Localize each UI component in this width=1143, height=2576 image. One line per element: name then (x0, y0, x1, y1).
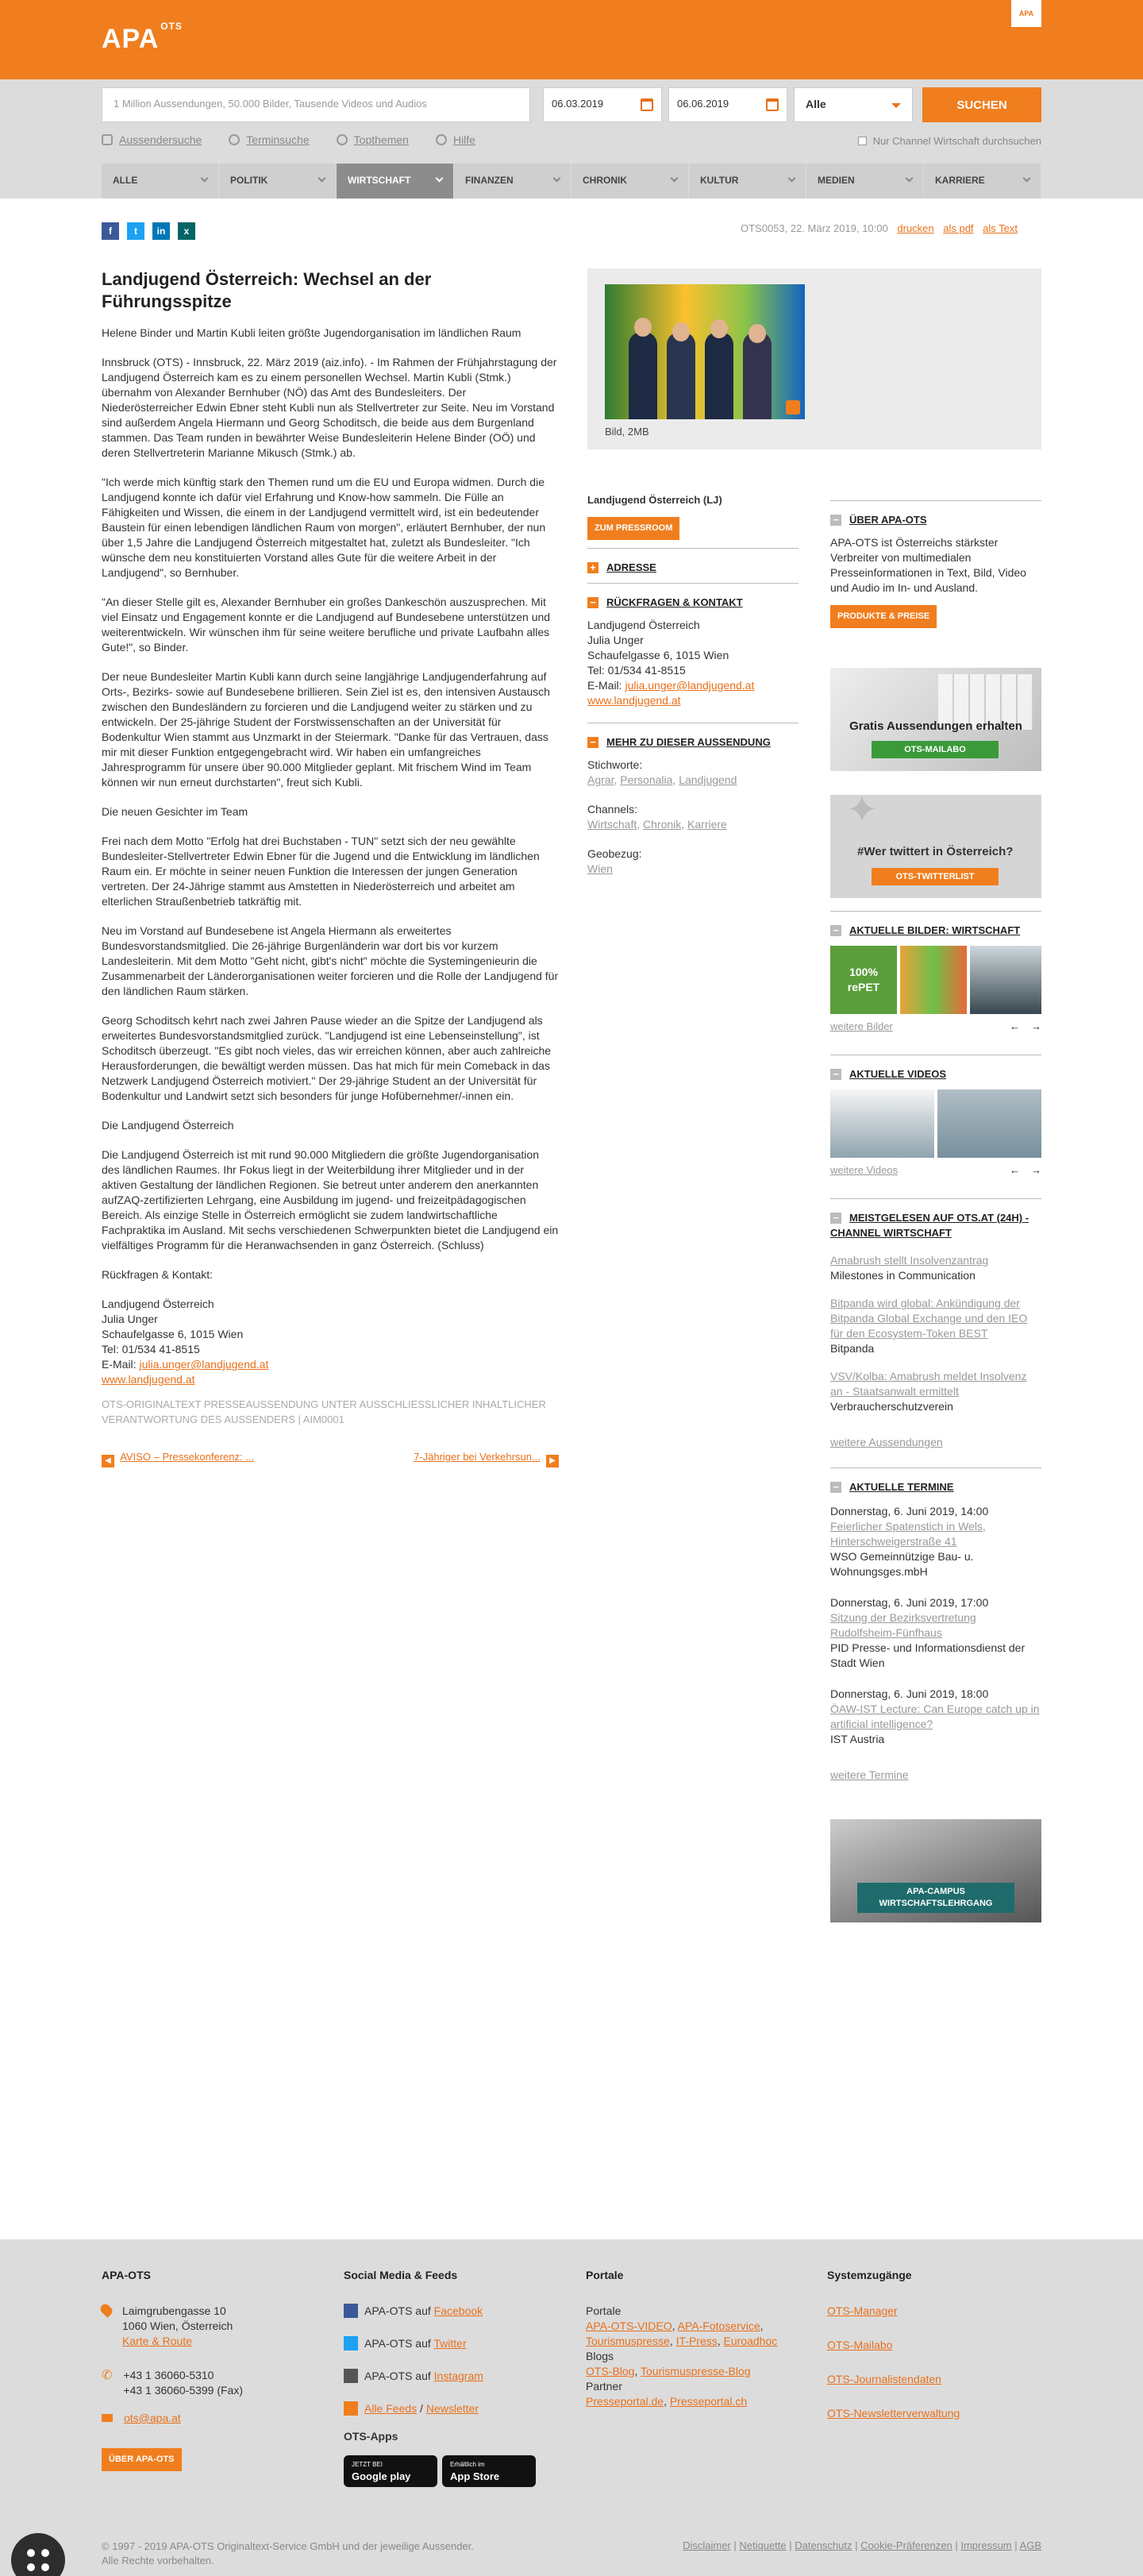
footer-email-link[interactable]: ots@apa.at (124, 2412, 181, 2424)
instagram-icon[interactable] (344, 2369, 358, 2383)
prev-next-nav (102, 1449, 559, 1467)
phone-icon: ✆ (102, 2369, 113, 2382)
nav-chronik[interactable]: CHRONIK (572, 164, 689, 199)
system-link[interactable]: OTS-Journalistendaten (827, 2373, 941, 2385)
keyword-link[interactable]: Agrar (587, 773, 614, 786)
sender-name: Landjugend Österreich (LJ) (587, 494, 722, 506)
system-link[interactable]: OTS-Manager (827, 2304, 898, 2317)
partner-link[interactable]: Presseportal.ch (669, 2395, 748, 2408)
contact-line: Landjugend Österreich (587, 619, 700, 631)
fax-number: +43 1 36060-5399 (Fax) (123, 2384, 244, 2397)
more-details: Stichworte: Agrar, Personalia, Landjugend Channels: Wirtschaft, Chronik, Karriere Geobezug: Wien (587, 758, 799, 877)
mostread-source: Bitpanda (830, 1342, 875, 1355)
main-nav (102, 164, 1041, 199)
share-bar (102, 222, 195, 240)
mostread-toggle[interactable]: − MEISTGELESEN AUF OTS.AT (24H) - CHANNEL WIRTSCHAFT (830, 1212, 1029, 1239)
about-toggle[interactable]: − ÜBER APA-OTS (830, 512, 1041, 527)
about-text: APA-OTS ist Österreichs stärkster Verbreiter von multimedialen Presseinformationen in Text, Bild, Video und Audio im In- und Ausland. (830, 536, 1026, 594)
ots-id-date: OTS0053, 22. März 2019, 10:00 (741, 222, 888, 234)
more-events-link[interactable]: weitere Termine (830, 1768, 909, 1781)
channel-link[interactable]: Karriere (687, 818, 727, 831)
article-paragraph: "An dieser Stelle gilt es, Alexander Bernhuber ein großes Dankeschön auszusprechen. Mit viel Einsatz und Engagement konnte er die Landjugend auf Bundesebene unterstützen und weiterentwickeln. Wir wünschen ihm für seine weitere berufliche und private Laufbahn alles Gute!", so Binder. (102, 596, 551, 654)
channel-checkbox[interactable]: Nur Channel Wirtschaft durchsuchen (858, 135, 1041, 147)
article (102, 268, 559, 1467)
contact-line: Tel: 01/534 41-8515 (102, 1343, 200, 1355)
nav-kultur[interactable]: KULTUR (689, 164, 806, 199)
xing-icon[interactable]: x (178, 222, 195, 240)
contact-line: Schaufelgasse 6, 1015 Wien (102, 1328, 244, 1340)
apa-ots-logo[interactable]: APA $^{OTS}$ (102, 21, 183, 54)
mostread-list (830, 1253, 1041, 1450)
app-store-badge[interactable]: Erhältlich im App Store (442, 2455, 536, 2487)
contact-line: Schaufelgasse 6, 1015 Wien (587, 649, 729, 661)
footer-system (827, 2268, 1041, 2421)
footer-heading: Portale (586, 2269, 624, 2281)
footer-heading: Systemzugänge (827, 2269, 912, 2281)
footer-apa-ots (102, 2268, 316, 2471)
apps-heading: OTS-Apps (344, 2430, 398, 2443)
nav-karriere[interactable]: KARRIERE (924, 164, 1041, 199)
chevron-down-icon (891, 103, 901, 113)
event-link[interactable]: Feierlicher Spatenstich in Wels, Hinterschweigerstraße 41 (830, 1520, 986, 1548)
keywords-label: Stichworte: (587, 758, 643, 771)
geo-label: Geobezug: (587, 847, 642, 860)
agb-link[interactable]: AGB (1019, 2539, 1041, 2551)
portal-link[interactable]: APA-Fotoservice (677, 2320, 760, 2332)
contact-toggle[interactable]: − RÜCKFRAGEN & KONTAKT (587, 595, 799, 610)
picture-thumb[interactable] (970, 946, 1041, 1014)
blogs-label: Blogs (586, 2350, 614, 2362)
email-label: E-Mail: (587, 679, 625, 692)
chevron-down-icon (436, 175, 444, 183)
website-link[interactable]: www.landjugend.at (587, 694, 681, 707)
portal-link[interactable]: Tourismuspresse (586, 2335, 670, 2347)
nav-alle[interactable]: ALLE (102, 164, 219, 199)
press-photo[interactable] (605, 284, 805, 419)
topthemen-link[interactable]: Topthemen (353, 133, 409, 146)
search-area (0, 79, 1143, 199)
text-link[interactable]: als Text (983, 222, 1018, 234)
address-line: 1060 Wien, Österreich (122, 2320, 233, 2332)
event-date: Donnerstag, 6. Juni 2019, 18:00 (830, 1687, 989, 1700)
chevron-down-icon (318, 175, 326, 183)
article-paragraph: Der neue Bundesleiter Martin Kubli kann durch seine langjährige Landjugenderfahrung auf Orts-, Bezirks- sowie auf Bundesebene brillieren. Sein Ziel ist es, den intensiven Austausch zwischen den Bundesländern zu forcieren und die Landjugend weiter zu stärken und zu entwickeln. Der 25-jährige Student der Forstwissenschaften an der Universität für Bodenkultur Wien stammt aus Unzmarkt in der Steiermark. "Danke für das Vertrauen, dass mir mit dieser Funktion entgegengebracht wird. Wir haben ein umfangreiches Jahresprogramm für unsere über 90.000 Mitglieder geplant. Mit frischem Wind im Team können wir nun erneut durchstarten", freut sich Kubli. (102, 670, 550, 789)
twitter-text: #Wer twittert in Österreich? (857, 845, 1014, 858)
arrow-left-icon[interactable]: ← (1010, 1164, 1020, 1176)
portal-link[interactable]: Euroadhoc (723, 2335, 778, 2347)
download-icon[interactable] (786, 400, 800, 415)
minus-icon: − (830, 1213, 841, 1224)
channels-label: Channels: (587, 803, 638, 816)
contact-line: Tel: 01/534 41-8515 (587, 664, 686, 677)
footer-portale: Portale Portale APA-OTS-VIDEO, APA-Fotoservice, Tourismuspresse, IT-Press, Euroadhoc Blogs OTS-Blog, Tourismuspresse-Blog Partner Presseportal.de, Presseportal.ch (586, 2268, 800, 2409)
pressroom-button[interactable]: ZUM PRESSROOM (587, 517, 679, 540)
minus-icon: − (587, 597, 598, 608)
channel-link[interactable]: Wirtschaft (587, 818, 637, 831)
impressum-link[interactable]: Impressum (960, 2539, 1012, 2551)
partner-link[interactable]: Presseportal.de (586, 2395, 664, 2408)
feeds-link[interactable]: Alle Feeds (364, 2402, 418, 2415)
chevron-down-icon (201, 175, 209, 183)
picture-thumb[interactable] (900, 946, 967, 1014)
mostread-link[interactable]: Bitpanda wird global: Ankündigung der Bitpanda Global Exchange und den IEO für den Ecosystem-Token BEST (830, 1297, 1028, 1340)
mostread-source: Milestones in Communication (830, 1269, 976, 1282)
hilfe-link[interactable]: Hilfe (452, 133, 475, 146)
terminsuche-link[interactable]: Terminsuche (246, 133, 310, 146)
contact-block (102, 1297, 559, 1387)
keyword-link[interactable]: Personalia (620, 773, 673, 786)
linkedin-icon[interactable]: in (152, 222, 170, 240)
facebook-icon[interactable]: f (102, 222, 119, 240)
next-article-link[interactable]: 7-Jähriger bei Verkehrsun... (414, 1451, 541, 1463)
blog-link[interactable]: OTS-Blog (586, 2365, 635, 2377)
checkbox[interactable] (858, 137, 867, 145)
check-icon (337, 134, 348, 145)
mostread-source: Verbraucherschutzverein (830, 1400, 953, 1413)
newsletter-link[interactable]: Newsletter (425, 2402, 479, 2415)
article-lead: Helene Binder und Martin Kubli leiten größte Jugendorganisation im ländlichen Raum (102, 326, 521, 339)
apa-corner-badge[interactable]: APA (1011, 0, 1041, 27)
clock-icon (229, 134, 240, 145)
mailabo-promo[interactable] (830, 668, 1041, 771)
article-meta (741, 222, 1018, 234)
search-input[interactable]: 1 Million Aussendungen, 50.000 Bilder, Tausende Videos und Audios (102, 87, 530, 122)
article-paragraph: Innsbruck (OTS) - Innsbruck, 22. März 2019 (aiz.info). - Im Rahmen der Frühjahrstagung der Landjugend Österreich kam es zu einem personellen Wechsel. Martin Kubli (Stmk.) übernahm von Alexander Bernhuber (NÖ) das Amt des Bundesleiters. Der Niederösterreicher Edwin Ebner steht Kubli nun als Stellvertreter zur Seite. Neu im Vorstand sind außerdem Angela Hiermann und Georg Schoditsch, die beide aus dem Burgenland stammen. Das Team runden in bewährter Weise Bundesleiterin Helene Binder (OÖ) und deren Stellvertreterin Marianne Mikusch (Stmk.) ab. (102, 356, 557, 459)
aussendersuche-link[interactable]: Aussendersuche (119, 133, 202, 146)
sender-column (587, 492, 799, 877)
copyright: © 1997 - 2019 APA-OTS Originaltext-Service GmbH und der jeweilige Aussender. Alle Rechte vorbehalten. (102, 2540, 474, 2566)
mailabo-button[interactable]: OTS-MAILABO (872, 741, 999, 758)
disclaimer-link[interactable]: Disclaimer (683, 2539, 731, 2551)
legal-links: Disclaimer | Netiquette | Datenschutz | Cookie-Präferenzen | Impressum | AGB (683, 2539, 1041, 2551)
arrow-right-icon[interactable]: ▶ (546, 1455, 559, 1467)
top-header (0, 0, 1143, 79)
footer-heading: APA-OTS (102, 2269, 151, 2281)
netiquette-link[interactable]: Netiquette (739, 2539, 787, 2551)
article-subheading: Die Landjugend Österreich (102, 1119, 234, 1132)
twitterlist-promo[interactable] (830, 789, 1041, 898)
arrow-right-icon[interactable]: → (1031, 1164, 1041, 1176)
calendar-icon[interactable] (766, 98, 779, 111)
pdf-link[interactable]: als pdf (943, 222, 974, 234)
map-route-link[interactable]: Karte & Route (122, 2335, 192, 2347)
about-apa-button[interactable]: ÜBER APA-OTS (102, 2448, 182, 2471)
footer (0, 2239, 1143, 2576)
picture-carousel (830, 946, 1041, 1014)
channel-link[interactable]: Chronik (643, 818, 682, 831)
image-box (587, 268, 1041, 449)
minus-icon: − (830, 515, 841, 526)
article-title: Landjugend Österreich: Wechsel an der Führungsspitze (102, 269, 432, 311)
video-carousel (830, 1089, 1041, 1158)
geo-link[interactable]: Wien (587, 862, 613, 875)
events-list (830, 1504, 1041, 1783)
event-org: WSO Gemeinnützige Bau- u. Wohnungsges.mbH (830, 1550, 974, 1578)
event-link[interactable]: ÖAW-IST Lecture: Can Europe catch up in artificial intelligence? (830, 1703, 1040, 1730)
location-pin-icon (98, 2302, 114, 2318)
print-link[interactable]: drucken (897, 222, 934, 234)
article-paragraph: "Ich werde mich künftig stark den Themen rund um die EU und Europa widmen. Durch die Landjugend konnte ich dafür viel Erfahrung und Know-how sammeln. Die Fülle an Fähigkeiten und Wissen, die einem in der Landjugend vermittelt wird, ist ein bedeutender Baustein für einen lebendigen ländlichen Raum von morgen", erläutert Bernhuber, der nun über 1,5 Jahre die Landjugend Österreich mitgestaltet hat, zuletzt als Bundesleiter. "Ich wünsche dem neu konstituierten Vorstand alles Gute für die weitere Arbeit in der Landjugend", so Bernhuber. (102, 476, 546, 579)
cookie-link[interactable]: Cookie-Präferenzen (860, 2539, 952, 2551)
twitter-icon[interactable] (344, 2336, 358, 2350)
date-from-field[interactable]: 06.03.2019 (543, 87, 662, 122)
nav-politik[interactable]: POLITIK (219, 164, 337, 199)
datenschutz-link[interactable]: Datenschutz (795, 2539, 852, 2551)
nav-medien[interactable]: MEDIEN (806, 164, 924, 199)
sidebar (830, 492, 1041, 1935)
image-caption: Bild, 2MB (605, 426, 649, 438)
search-button[interactable]: SUCHEN (922, 87, 1041, 122)
footer-heading: Social Media & Feeds (344, 2269, 458, 2281)
prev-article-link[interactable]: AVISO – Pressekonferenz: ... (120, 1451, 255, 1463)
events-toggle[interactable]: − AKTUELLE TERMINE (830, 1479, 1041, 1494)
email-link[interactable]: julia.unger@landjugend.at (139, 1358, 269, 1371)
address-line: Laimgrubengasse 10 (122, 2304, 226, 2317)
twitterlist-button[interactable]: OTS-TWITTERLIST (872, 868, 999, 885)
video-thumb[interactable] (830, 1089, 934, 1158)
event-link[interactable]: Sitzung der Bezirksvertretung Rudolfsheim-Fünfhaus (830, 1611, 976, 1639)
videos-toggle[interactable]: − AKTUELLE VIDEOS (830, 1066, 1041, 1082)
email-link[interactable]: julia.unger@landjugend.at (625, 679, 755, 692)
article-paragraph: Georg Schoditsch kehrt nach zwei Jahren Pause wieder an die Spitze der Landjugend als erweitertes Bundesvorstandsmitglied zurück. "Landjugend ist eine Lebenseinstellung", ist Schoditsch überzeugt. "Es gibt noch vieles, das wir erreichen können, aber auch zahlreiche Herausforderungen, die bewältigt werden müssen. Das hat mich für mein Comeback in das Netzwerk Landjugend Österreich motiviert." Der 29-jährige Student an der Universität für Bodenkultur und Landwirt setzt sich besonders für junge Hofübernehmer/-innen ein. (102, 1014, 552, 1102)
chevron-down-icon (788, 175, 796, 183)
chevron-down-icon (553, 175, 561, 183)
twitter-link[interactable]: Twitter (433, 2337, 467, 2350)
contact-line: Julia Unger (102, 1313, 158, 1325)
article-paragraph: Die Landjugend Österreich ist mit rund 90.000 Mitgliedern die größte Jugendorganisation des ländlichen Raumes. Ihr Fokus liegt in der Weiterbildung ihrer Mitglieder und in der aktiven Gestaltung der ländlichen Regionen. Sie betreut unter anderem den anerkannten aufZAQ-zertifizierten Lehrgang, eine Ausbildung im jugend- und freizeitpädagogischen Bereich. Als einzige Stelle in Österreich ermöglicht sie zudem landwirtschaftliche Fachpraktika im Ausland. Mit sechs verschiedenen Schwerpunkten bietet die Landjugend ein vielfältiges Programm für die Heranwachsenden in ganz Österreich. (Schluss) (102, 1148, 559, 1251)
mostread-link[interactable]: VSV/Kolba: Amabrush meldet Insolvenz an - Staatsanwalt ermittelt (830, 1370, 1027, 1398)
twitter-bird-icon: ✦ (846, 789, 879, 831)
keyword-link[interactable]: Landjugend (679, 773, 737, 786)
event-date: Donnerstag, 6. Juni 2019, 14:00 (830, 1505, 989, 1517)
plus-icon: + (587, 562, 598, 573)
blog-link[interactable]: Tourismuspresse-Blog (641, 2365, 751, 2377)
contact-label: Rückfragen & Kontakt: (102, 1268, 214, 1281)
event-org: PID Presse- und Informationsdienst der Stadt Wien (830, 1641, 1026, 1669)
help-icon (436, 134, 447, 145)
arrow-right-icon[interactable]: → (1031, 1020, 1041, 1032)
chevron-down-icon (1023, 175, 1031, 183)
nav-wirtschaft[interactable]: WIRTSCHAFT (337, 164, 454, 199)
contact-line: Julia Unger (587, 634, 644, 646)
video-thumb[interactable] (937, 1089, 1041, 1158)
google-play-badge[interactable]: JETZT BEI Google play (344, 2455, 437, 2487)
phone-number: +43 1 36060-5310 (123, 2369, 214, 2381)
minus-icon: − (830, 1069, 841, 1080)
article-paragraph: Neu im Vorstand auf Bundesebene ist Angela Hiermann als erweitertes Bundesvorstandsmitglied. Die 26-jährige Burgenländerin war dort bis vor kurzem Landesleiterin. Mit dem Motto "Geht nicht, gibt's nicht" möchte die Systemingenieurin die Zusammenarbeit der Länderorganisationen weiter forcieren und die Rolle der Landjugend für den ländlichen Raum stärken. (102, 924, 559, 997)
calendar-icon[interactable] (641, 98, 653, 111)
ots-disclaimer: OTS-ORIGINALTEXT PRESSEAUSSENDUNG UNTER AUSSCHLIESSLICHER INHALTLICHER VERANTWORTUNG DES AUSSENDERS | AIM0001 (102, 1398, 546, 1425)
system-link[interactable]: OTS-Newsletterverwaltung (827, 2407, 960, 2420)
address-toggle[interactable]: + ADRESSE (587, 560, 799, 575)
arrow-left-icon[interactable]: ◀ (102, 1455, 114, 1467)
rss-icon[interactable] (344, 2401, 358, 2416)
quick-links (102, 133, 475, 146)
minus-icon: − (830, 925, 841, 936)
sender-contact (587, 618, 799, 708)
date-to-field[interactable]: 06.06.2019 (668, 87, 787, 122)
website-link[interactable]: www.landjugend.at (102, 1373, 195, 1386)
footer-social: Social Media & Feeds APA-OTS auf Facebook APA-OTS auf Twitter APA-OTS auf Instagram Alle Feeds / Newsletter OTS-Apps JETZT BEI Google play Erhältlich im App Store (344, 2268, 558, 2487)
picture-thumb[interactable]: 100% rePET (830, 946, 897, 1014)
chevron-down-icon (906, 175, 914, 183)
mostread-link[interactable]: Amabrush stellt Insolvenzantrag (830, 1254, 989, 1267)
mailabo-text: Gratis Aussendungen erhalten (849, 719, 1022, 733)
minus-icon: − (830, 1482, 841, 1493)
category-select[interactable]: Alle (794, 87, 913, 122)
portal-link[interactable]: APA-OTS-VIDEO (586, 2320, 672, 2332)
minus-icon: − (587, 737, 598, 748)
event-date: Donnerstag, 6. Juni 2019, 17:00 (830, 1596, 989, 1609)
email-label: E-Mail: (102, 1358, 140, 1371)
portal-link[interactable]: IT-Press (675, 2335, 718, 2347)
chevron-down-icon (671, 175, 679, 183)
article-subheading: Die neuen Gesichter im Team (102, 805, 248, 818)
more-videos-link[interactable]: weitere Videos (830, 1164, 899, 1176)
event-org: IST Austria (830, 1733, 885, 1745)
article-paragraph: Frei nach dem Motto "Erfolg hat drei Buchstaben - TUN" setzt sich der neu gewählte Bundesleiter-Stellvertreter Edwin Ebner für die Jugend und die Entwicklung im ländlichen Raum ein. Er möchte in seiner neuen Funktion die Interessen der jungen Generation vertreten. Der 24-Jährige stammt aus Amstetten in Niederösterreich und arbeitet am elterlichen Straußenbetrieb tatkräftig mit. (102, 835, 540, 908)
campus-promo[interactable] (830, 1819, 1041, 1922)
twitter-icon[interactable]: t (127, 222, 144, 240)
contact-line: Landjugend Österreich (102, 1298, 214, 1310)
more-toggle[interactable]: − MEHR ZU DIESER AUSSENDUNG (587, 735, 799, 750)
more-pictures-link[interactable]: weitere Bilder (830, 1020, 893, 1032)
chat-widget-icon[interactable] (11, 2533, 65, 2576)
facebook-icon[interactable] (344, 2304, 358, 2318)
mail-icon (102, 2414, 113, 2422)
products-button[interactable]: PRODUKTE & PREISE (830, 605, 937, 628)
pictures-toggle[interactable]: − AKTUELLE BILDER: WIRTSCHAFT (830, 923, 1041, 938)
facebook-link[interactable]: Facebook (433, 2304, 483, 2317)
partner-label: Partner (586, 2380, 622, 2393)
more-releases-link[interactable]: weitere Aussendungen (830, 1436, 943, 1448)
nav-finanzen[interactable]: FINANZEN (454, 164, 572, 199)
campus-label[interactable]: APA-CAMPUS WIRTSCHAFTSLEHRGANG (857, 1883, 1014, 1913)
search-icon (102, 134, 113, 145)
instagram-link[interactable]: Instagram (433, 2370, 483, 2382)
portale-label: Portale (586, 2304, 622, 2317)
system-link[interactable]: OTS-Mailabo (827, 2339, 893, 2351)
main-content (0, 199, 1143, 2239)
arrow-left-icon[interactable]: ← (1010, 1020, 1020, 1032)
